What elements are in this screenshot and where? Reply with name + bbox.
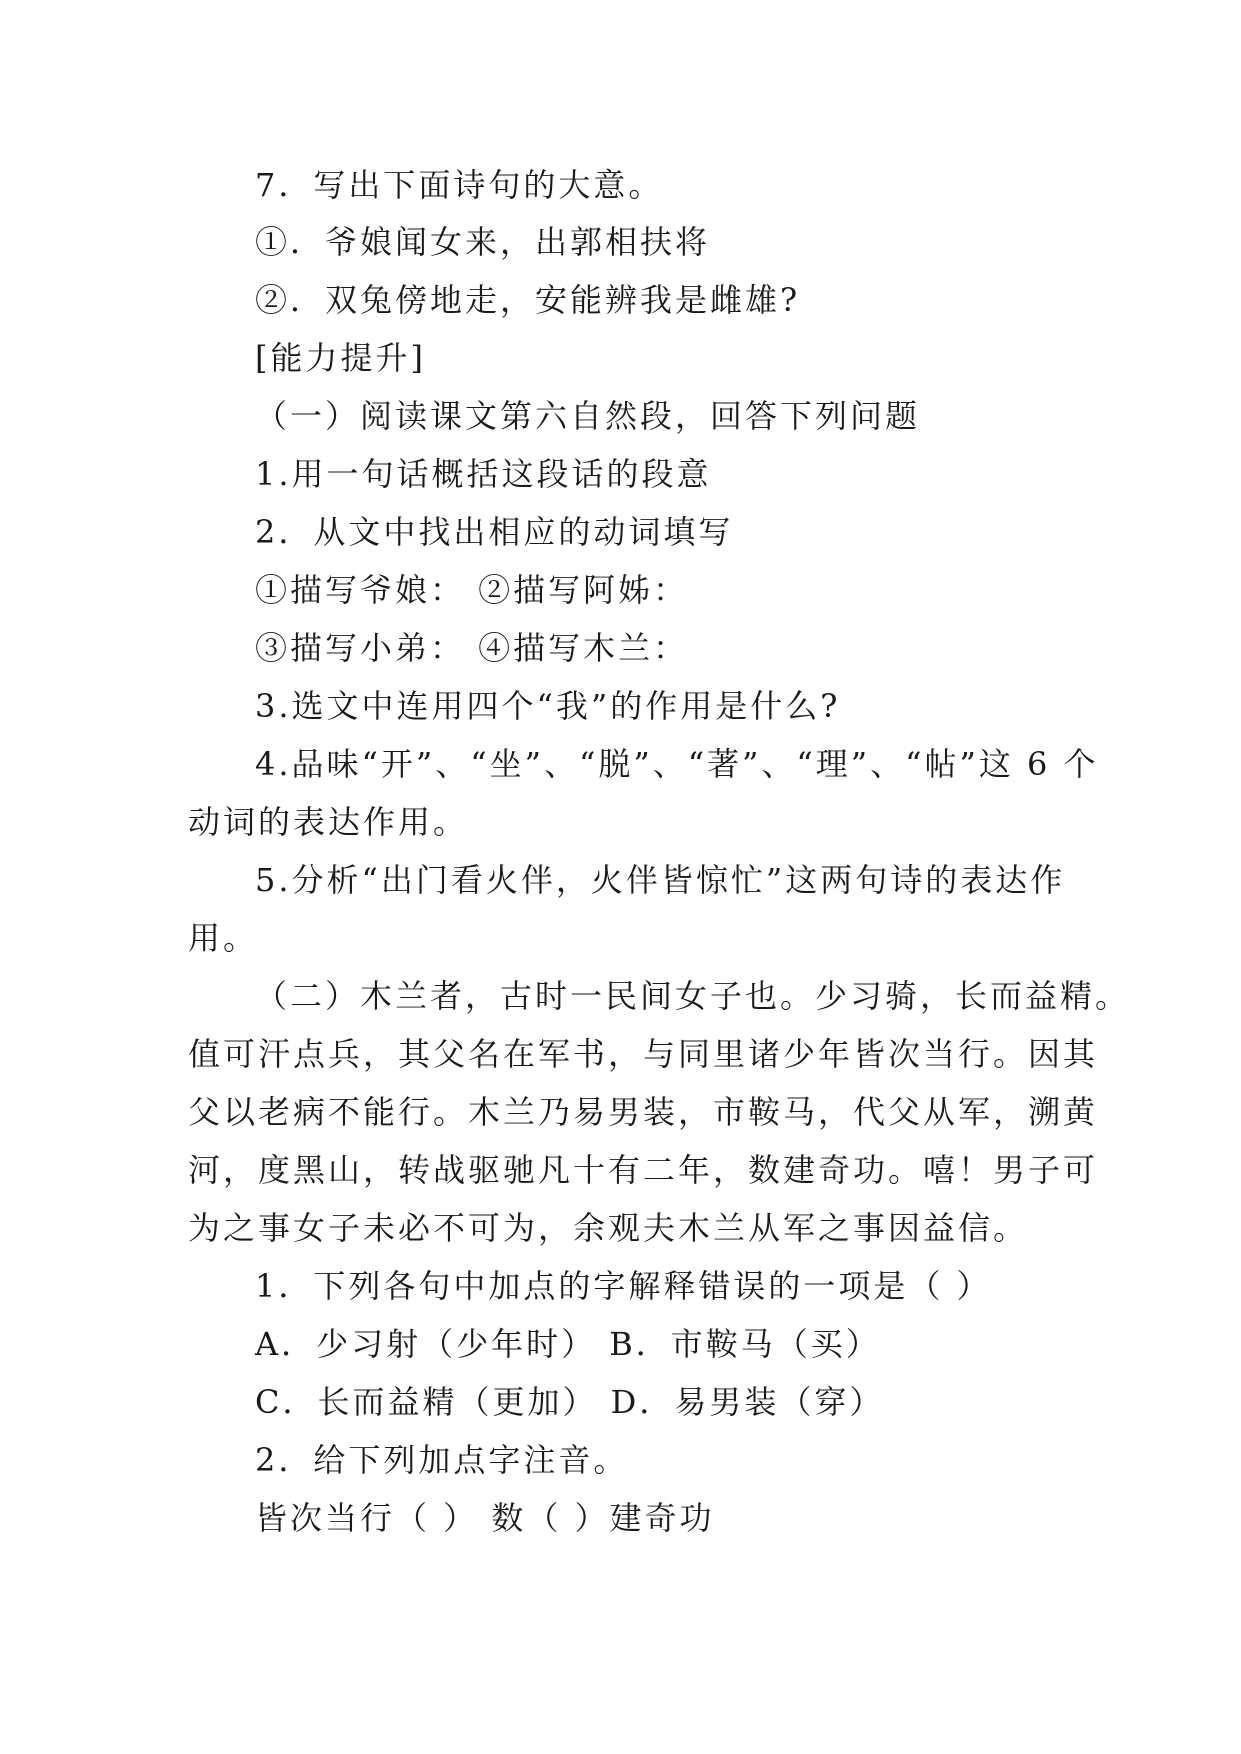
part-one-q2-items-b: ③描写小弟： ④描写木兰：	[255, 629, 689, 667]
part-two-q2-items: 皆次当行（ ） 数（ ）建奇功	[255, 1499, 715, 1537]
question-7: 7．写出下面诗句的大意。	[255, 166, 664, 204]
part-two-passage-1: （二）木兰者，古时一民间女子也。少习骑，长而益精。	[255, 977, 1131, 1015]
part-one-q2: 2．从文中找出相应的动词填写	[255, 513, 734, 551]
part-one-q4-cont: 动词的表达作用。	[188, 803, 469, 841]
part-one-q1: 1.用一句话概括这段话的段意	[255, 455, 712, 493]
question-7-item-1: ①．爷娘闻女来，出郭相扶将	[255, 223, 711, 261]
part-two-passage-3: 父以老病不能行。木兰乃易男装，市鞍马，代父从军，溯黄	[188, 1093, 1099, 1131]
part-one-q2-items-a: ①描写爷娘： ②描写阿姊：	[255, 571, 689, 609]
part-one-q4: 4.品味“开”、“坐”、“脱”、“著”、“理”、“帖”这 6 个	[255, 745, 1099, 783]
part-two-q1: 1．下列各句中加点的字解释错误的一项是（ ）	[255, 1267, 992, 1305]
part-two-q1-options-ab: A．少习射（少年时） B．市鞍马（买）	[255, 1325, 881, 1363]
section-heading-ability: [能力提升]	[255, 339, 426, 377]
part-two-q1-options-cd: C．长而益精（更加） D．易男装（穿）	[255, 1383, 885, 1421]
part-two-q2: 2．给下列加点字注音。	[255, 1441, 629, 1479]
part-one-q5: 5.分析“出门看火伴，火伴皆惊忙”这两句诗的表达作	[255, 861, 1066, 899]
part-two-passage-2: 值可汗点兵，其父名在军书，与同里诸少年皆次当行。因其	[188, 1035, 1099, 1073]
part-two-passage-5: 为之事女子未必不可为，余观夫木兰从军之事因益信。	[188, 1209, 1029, 1247]
part-one-q5-cont: 用。	[188, 919, 259, 957]
question-7-item-2: ②．双兔傍地走，安能辨我是雌雄?	[255, 281, 801, 319]
part-two-passage-4: 河，度黑山，转战驱驰凡十有二年，数建奇功。嘻！男子可	[188, 1151, 1099, 1189]
part-one-heading: （一）阅读课文第六自然段，回答下列问题	[255, 397, 921, 435]
part-one-q3: 3.选文中连用四个“我”的作用是什么?	[255, 687, 841, 725]
